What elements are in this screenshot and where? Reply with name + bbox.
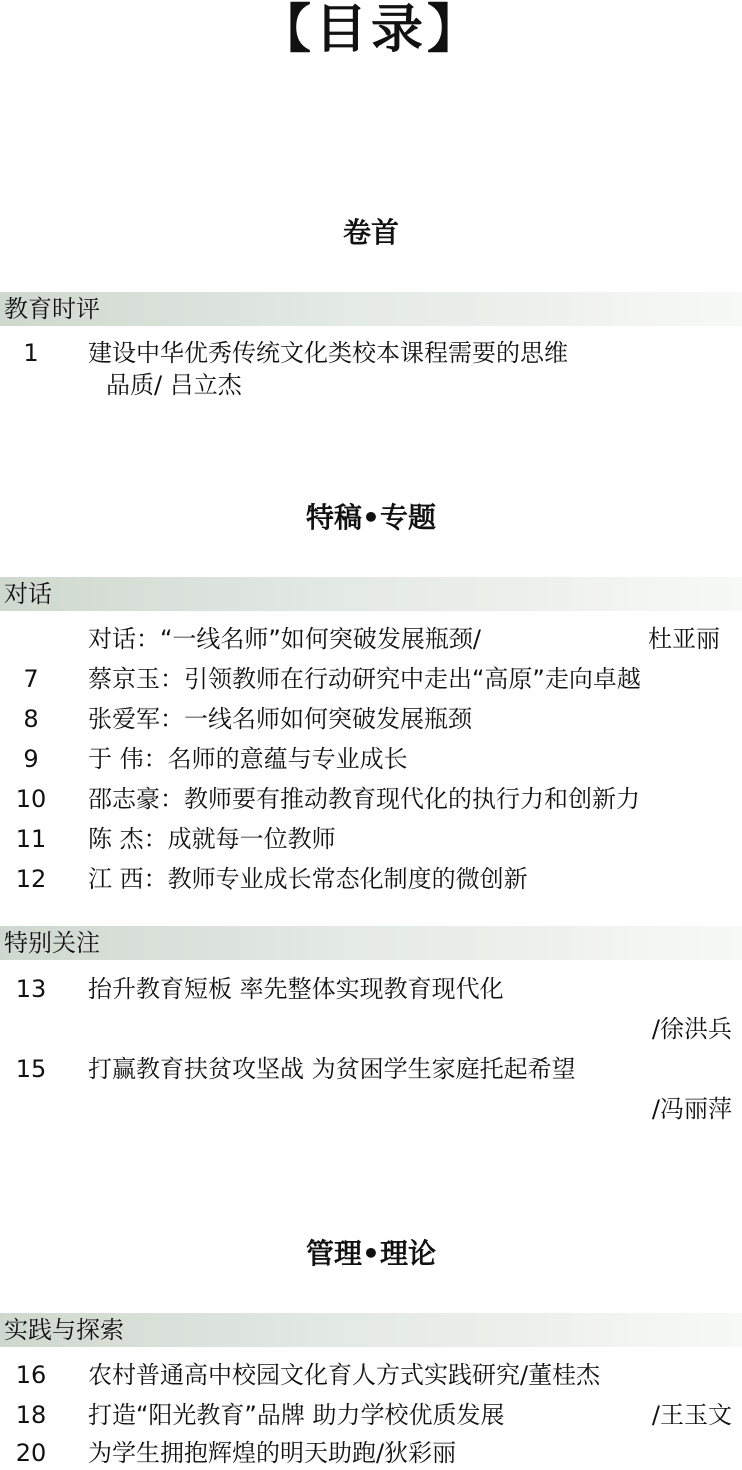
entry-title: 陈 杰：成就每一位教师 bbox=[88, 825, 336, 853]
toc-entry[interactable] bbox=[0, 1052, 742, 1086]
page-number: 12 bbox=[15, 865, 47, 893]
page-number: 9 bbox=[23, 745, 39, 773]
entry-title: 打造“阳光教育”品牌 助力学校优质发展 bbox=[88, 1401, 505, 1429]
category-bar-shijian-tansuo: 实践与探索 bbox=[0, 1313, 742, 1347]
toc-entry-dialog-header[interactable] bbox=[0, 622, 742, 656]
entry-author: 杜亚丽 bbox=[648, 625, 720, 653]
entry-title: 于 伟：名师的意蕴与专业成长 bbox=[88, 745, 408, 773]
entry-title: 江 西：教师专业成长常态化制度的微创新 bbox=[88, 865, 528, 893]
toc-entry[interactable] bbox=[0, 782, 742, 816]
entry-title: 建设中华优秀传统文化类校本课程需要的思维 bbox=[88, 339, 568, 367]
toc-entry[interactable] bbox=[0, 822, 742, 856]
toc-entry[interactable] bbox=[0, 862, 742, 896]
page-number: 13 bbox=[15, 975, 47, 1003]
entry-title: 为学生拥抱辉煌的明天助跑/狄彩丽 bbox=[88, 1439, 457, 1467]
toc-entry[interactable] bbox=[0, 1398, 742, 1432]
category-bar-tebie-guanzhu: 特别关注 bbox=[0, 926, 742, 960]
entry-title: 张爱军：一线名师如何突破发展瓶颈 bbox=[88, 705, 472, 733]
page-number: 18 bbox=[15, 1401, 47, 1429]
toc-entry[interactable] bbox=[0, 972, 742, 1006]
section-heading-juanshou: 卷首 bbox=[342, 216, 399, 249]
entry-author: /冯丽萍 bbox=[651, 1095, 732, 1123]
entry-title: 邵志豪：教师要有推动教育现代化的执行力和创新力 bbox=[88, 785, 640, 813]
toc-entry[interactable] bbox=[0, 742, 742, 776]
page-number: 7 bbox=[23, 665, 39, 693]
toc-entry[interactable] bbox=[0, 662, 742, 696]
page-number: 8 bbox=[23, 705, 39, 733]
page-number: 10 bbox=[15, 785, 47, 813]
section-heading-guanli-lilun: 管理•理论 bbox=[306, 1237, 436, 1270]
toc-entry[interactable] bbox=[0, 336, 742, 370]
page-number: 11 bbox=[15, 825, 47, 853]
toc-entry[interactable] bbox=[0, 1358, 742, 1392]
entry-title: 抬升教育短板 率先整体实现教育现代化 bbox=[88, 975, 504, 1003]
entry-title: 对话：“一线名师”如何突破发展瓶颈/ bbox=[88, 625, 481, 653]
category-bar-duihua: 对话 bbox=[0, 577, 742, 611]
entry-author: /王玉文 bbox=[651, 1401, 732, 1429]
page-number: 20 bbox=[15, 1439, 47, 1467]
entry-title-continuation: 品质/ 吕立杰 bbox=[106, 371, 242, 399]
page-title: 【目录】 bbox=[258, 0, 483, 60]
page-number: 15 bbox=[15, 1055, 47, 1083]
category-bar-jiaoyu-shiping: 教育时评 bbox=[0, 292, 742, 326]
entry-title: 农村普通高中校园文化育人方式实践研究/董桂杰 bbox=[88, 1361, 601, 1389]
section-heading-tegao-zhuanti: 特稿•专题 bbox=[306, 501, 436, 534]
page-number: 16 bbox=[15, 1361, 47, 1389]
toc-entry[interactable] bbox=[0, 1436, 742, 1470]
entry-author: /徐洪兵 bbox=[651, 1015, 732, 1043]
page-number: 1 bbox=[23, 339, 39, 367]
entry-title: 蔡京玉：引领教师在行动研究中走出“高原”走向卓越 bbox=[88, 665, 641, 693]
entry-title: 打赢教育扶贫攻坚战 为贫困学生家庭托起希望 bbox=[88, 1055, 576, 1083]
toc-entry[interactable] bbox=[0, 702, 742, 736]
